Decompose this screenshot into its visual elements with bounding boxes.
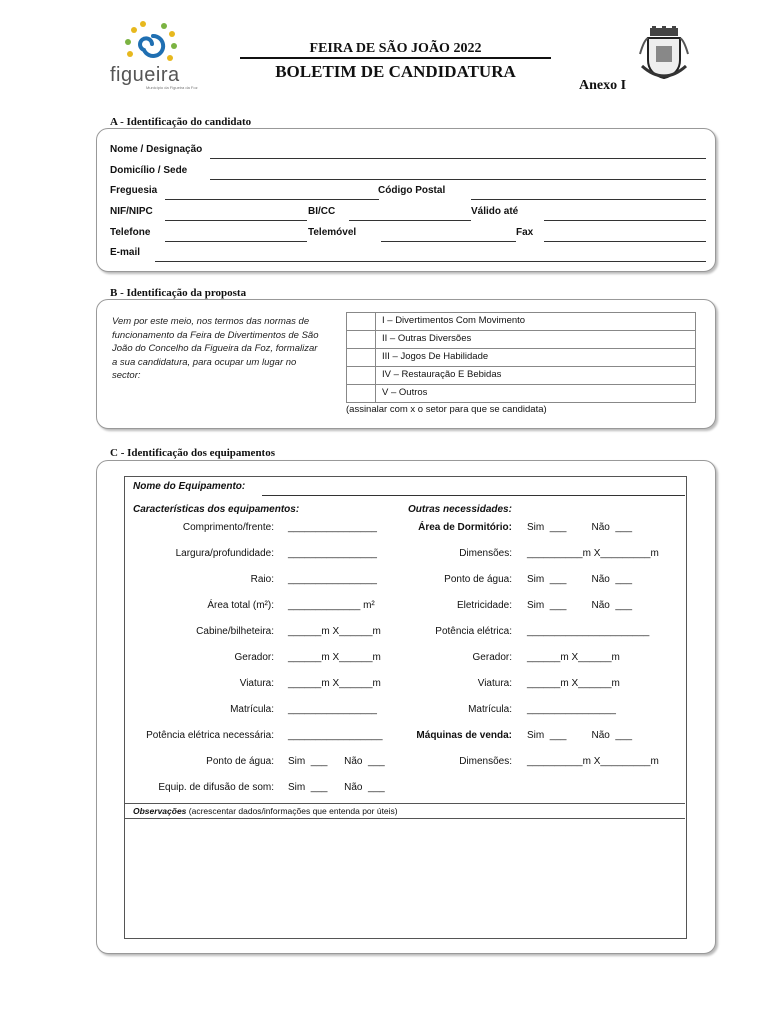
- electricity-options[interactable]: Sim ___ Não ___: [527, 600, 633, 611]
- municipality-logo: [108, 18, 198, 90]
- sector-table: [346, 312, 696, 403]
- sector-checkbox[interactable]: [347, 331, 376, 348]
- sector-row: [346, 330, 696, 348]
- vehicle-label: Viatura:: [239, 678, 274, 689]
- sector-label: V – Outros: [382, 387, 428, 398]
- domicile-label: Domicílio / Sede: [110, 165, 188, 176]
- vehicle-field[interactable]: ______m X______m: [288, 678, 381, 689]
- sector-row: [346, 366, 696, 384]
- total-area-label: Área total (m²):: [207, 600, 274, 611]
- name-label: Nome / Designação: [110, 144, 203, 155]
- parish-label: Freguesia: [110, 185, 158, 196]
- vending-machines-label: Máquinas de venda:: [416, 730, 512, 741]
- fax-label: Fax: [516, 227, 534, 238]
- generator-needs-label: Gerador:: [472, 652, 512, 663]
- bi-label: BI/CC: [308, 206, 336, 217]
- observations-hint: (acrescentar dados/informações que entenda por úteis): [188, 806, 398, 816]
- mobile-label: Telemóvel: [308, 227, 357, 238]
- sector-row: [346, 348, 696, 366]
- electricity-label: Eletricidade:: [456, 600, 512, 611]
- sector-checkbox[interactable]: [347, 367, 376, 384]
- sector-row: [346, 384, 696, 403]
- sector-checkbox[interactable]: [347, 313, 376, 330]
- cabin-field[interactable]: ______m X______m: [288, 626, 381, 637]
- width-label: Largura/profundidade:: [175, 548, 274, 559]
- name-field[interactable]: [210, 158, 706, 159]
- total-area-field[interactable]: _____________ m²: [288, 600, 375, 611]
- sound-equipment-label: Equip. de difusão de som:: [158, 782, 274, 793]
- vending-machines-options[interactable]: Sim ___ Não ___: [527, 730, 633, 741]
- radius-field[interactable]: ________________: [288, 574, 377, 585]
- dormitory-label: Área de Dormitório:: [418, 522, 512, 533]
- logo-text: figueira: [110, 64, 180, 86]
- domicile-field[interactable]: [210, 179, 706, 180]
- vending-dimensions-field[interactable]: __________m X_________m: [527, 756, 659, 767]
- vehicle-needs-label: Viatura:: [477, 678, 512, 689]
- water-needs-label: Ponto de água:: [444, 574, 512, 585]
- mobile-field[interactable]: [381, 241, 516, 242]
- annex-label: Anexo I: [579, 78, 627, 93]
- vehicle-needs-field[interactable]: ______m X______m: [527, 678, 620, 689]
- sector-label: I – Divertimentos Com Movimento: [382, 315, 526, 326]
- sector-checkbox[interactable]: [347, 385, 376, 402]
- power-required-field[interactable]: _________________: [288, 730, 383, 741]
- dorm-dimensions-label: Dimensões:: [459, 548, 512, 559]
- logo-subtext: Município da Figueira da Foz: [146, 85, 198, 90]
- power-field[interactable]: ______________________: [527, 626, 650, 637]
- postal-code-label: Código Postal: [378, 185, 446, 196]
- generator-needs-field[interactable]: ______m X______m: [527, 652, 620, 663]
- equipment-name-field[interactable]: [262, 495, 685, 496]
- generator-field[interactable]: ______m X______m: [288, 652, 381, 663]
- section-a-title: A - Identificação do candidato: [110, 116, 252, 128]
- plate-label: Matrícula:: [230, 704, 274, 715]
- fair-title: FEIRA DE SÃO JOÃO 2022: [309, 41, 482, 56]
- dorm-dimensions-field[interactable]: __________m X_________m: [527, 548, 659, 559]
- dormitory-options[interactable]: Sim ___ Não ___: [527, 522, 633, 533]
- sector-note: (assinalar com x o setor para que se candidata): [346, 404, 547, 415]
- nif-label: NIF/NIPC: [110, 206, 153, 217]
- email-field[interactable]: [155, 261, 706, 262]
- sector-row: [346, 312, 696, 330]
- plate-field[interactable]: ________________: [288, 704, 377, 715]
- parish-field[interactable]: [165, 199, 379, 200]
- radius-label: Raio:: [250, 574, 274, 585]
- postal-code-field[interactable]: [471, 199, 706, 200]
- coat-of-arms-icon: [638, 26, 690, 88]
- observations-area[interactable]: [125, 820, 684, 936]
- water-needs-options[interactable]: Sim ___ Não ___: [527, 574, 633, 585]
- valid-until-label: Válido até: [471, 206, 519, 217]
- sound-equipment-options[interactable]: Sim ___ Não ___: [288, 782, 385, 793]
- water-point-options[interactable]: Sim ___ Não ___: [288, 756, 385, 767]
- characteristics-title: Características dos equipamentos:: [133, 504, 300, 515]
- sector-label: III – Jogos De Habilidade: [382, 351, 489, 362]
- valid-until-field[interactable]: [544, 220, 706, 221]
- cabin-label: Cabine/bilheteira:: [196, 626, 274, 637]
- form-title: BOLETIM DE CANDIDATURA: [275, 62, 516, 81]
- length-label: Comprimento/frente:: [182, 522, 274, 533]
- bi-field[interactable]: [349, 220, 471, 221]
- coat-of-arms: [638, 26, 690, 88]
- phone-field[interactable]: [165, 241, 307, 242]
- email-label: E-mail: [110, 247, 141, 258]
- equipment-name-label: Nome do Equipamento:: [133, 481, 246, 492]
- phone-label: Telefone: [110, 227, 151, 238]
- section-b-title: B - Identificação da proposta: [110, 287, 247, 299]
- other-needs-title: Outras necessidades:: [408, 504, 512, 515]
- observations-top-rule: [124, 803, 685, 804]
- plate-needs-field[interactable]: ________________: [527, 704, 616, 715]
- water-point-label: Ponto de água:: [206, 756, 274, 767]
- fax-field[interactable]: [544, 241, 706, 242]
- width-field[interactable]: ________________: [288, 548, 377, 559]
- nif-field[interactable]: [165, 220, 307, 221]
- power-label: Potência elétrica:: [435, 626, 512, 637]
- section-c-title: C - Identificação dos equipamentos: [110, 447, 276, 459]
- sector-label: IV – Restauração E Bebidas: [382, 369, 502, 380]
- generator-label: Gerador:: [234, 652, 274, 663]
- observations-header-rule: [124, 818, 685, 819]
- observations-header: [133, 806, 398, 816]
- header-rule-top: [240, 57, 551, 59]
- proposal-statement: Vem por este meio, nos termos das normas de funcionamento da Feira de Divertimentos de São João do Concelho da Figueira da Foz, formalizar a sua candidatura, para ocupar um lugar no sector:: [112, 316, 319, 381]
- sector-checkbox[interactable]: [347, 349, 376, 366]
- power-required-label: Potência elétrica necessária:: [146, 730, 274, 741]
- length-field[interactable]: ________________: [288, 522, 377, 533]
- observations-label: Observações: [133, 806, 187, 816]
- sector-label: II – Outras Diversões: [382, 333, 472, 344]
- vending-dimensions-label: Dimensões:: [459, 756, 512, 767]
- plate-needs-label: Matrícula:: [468, 704, 512, 715]
